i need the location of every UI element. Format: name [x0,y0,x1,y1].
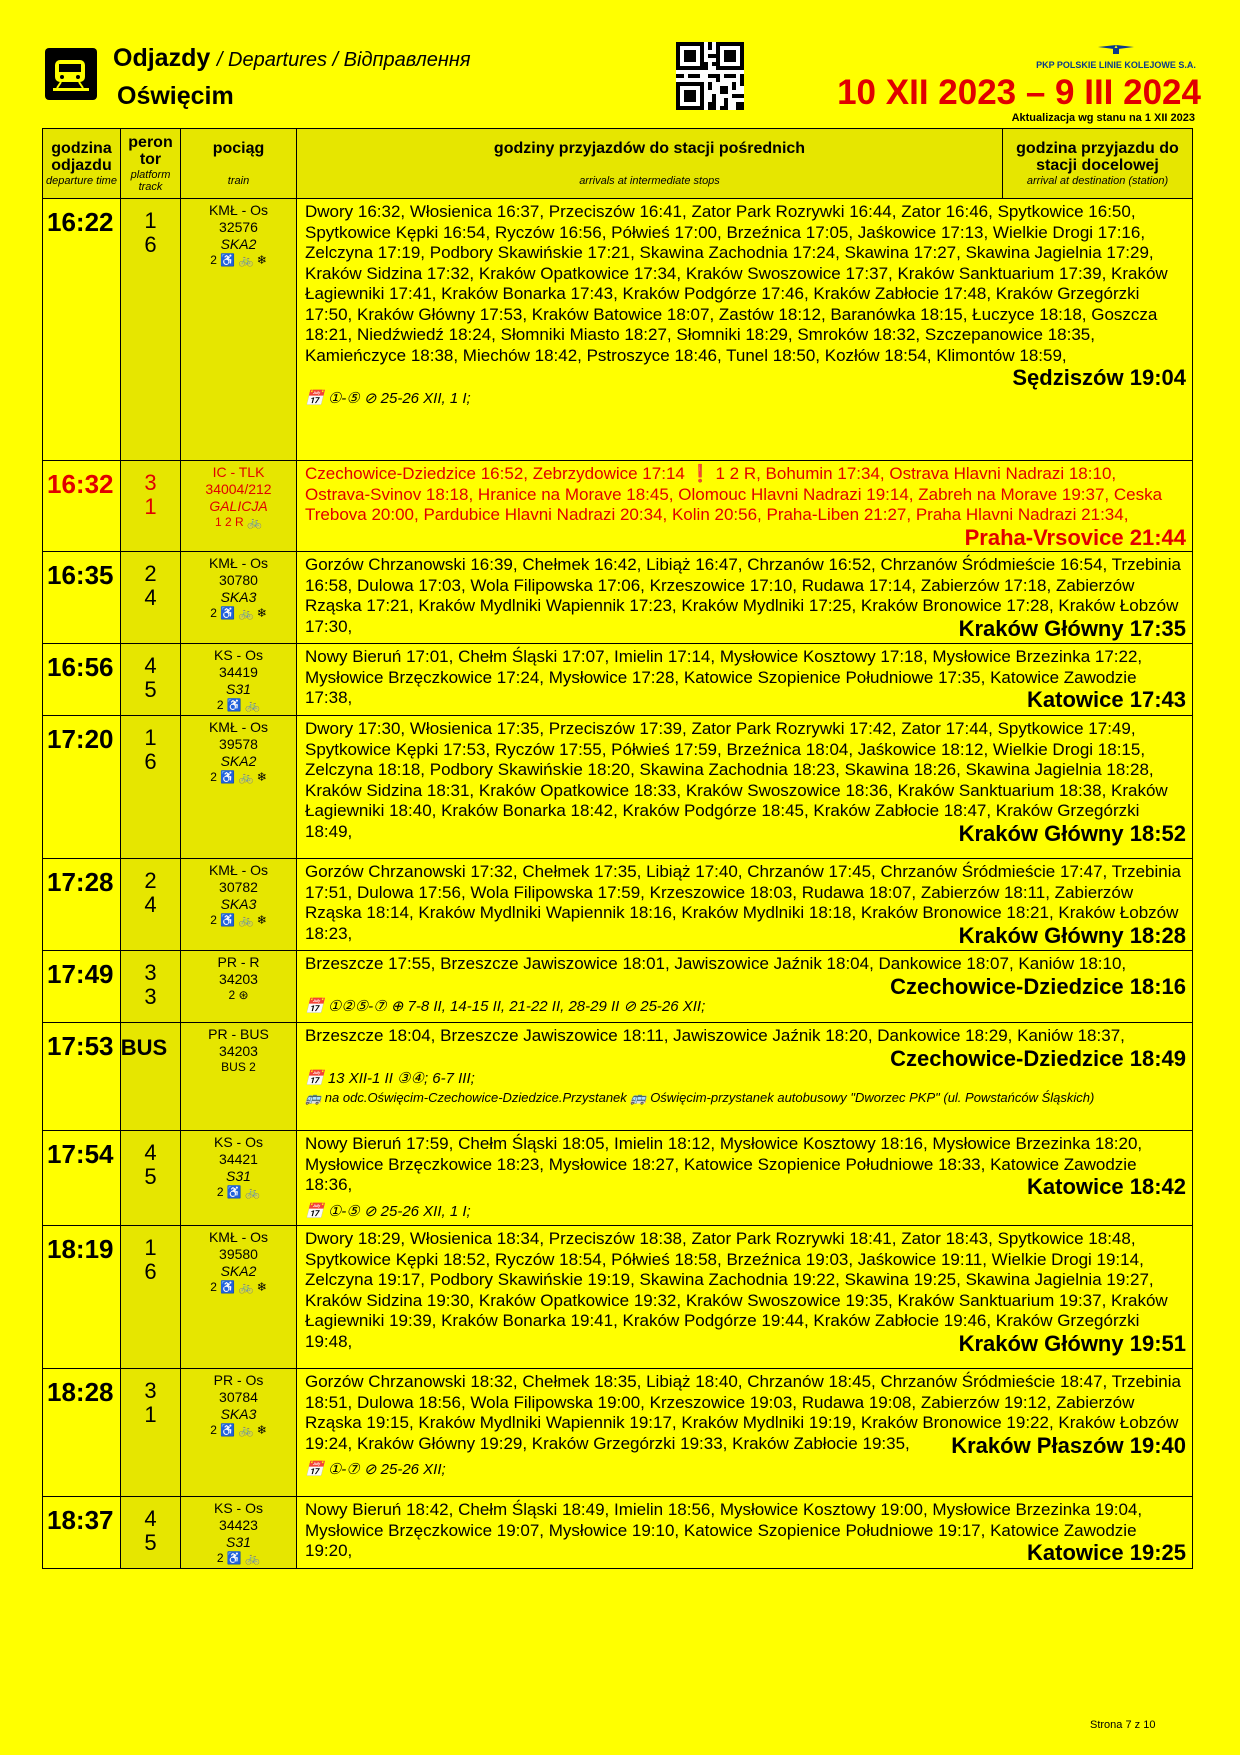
destination: Kraków Główny 18:28 [958,922,1186,948]
train-line: SKA3 [220,1406,257,1422]
table-row [43,199,1193,461]
table-row [43,461,1193,552]
amenity-icons: 1 2 R 🚲 [215,515,262,529]
header-platform: peron tor platform track [121,129,181,199]
destination: Katowice 18:42 [1027,1174,1186,1199]
train-cell [181,1497,297,1569]
platform-number: 1 [144,725,157,750]
train-carrier: KS - Os [213,1500,263,1516]
intermediate-stops: Nowy Bieruń 17:59, Chełm Śląski 18:05, Imielin 18:12, Mysłowice Kosztowy 18:16, Mysłowice Brzezinka 18:20, Mysłowice Brzęczkowice 18:23, Mysłowice 18:27, Katowice Szopienice Południowe 18:33, Katowice Zawodzie 18:36, [305,1134,1143,1194]
platform-number: 3 [144,1378,157,1403]
train-number: 32576 [219,219,258,235]
departure-time: 18:28 [43,1369,121,1497]
destination: Kraków Główny 19:51 [958,1330,1186,1356]
header-destination: godzina przyjazdu do stacji docelowej arrival at destination (station) [1003,129,1193,199]
departure-time: 16:22 [43,199,121,461]
train-number: 30780 [219,572,258,588]
train-carrier: PR - BUS [208,1026,269,1042]
departure-time: 17:49 [43,951,121,1023]
departure-time: 18:19 [43,1226,121,1369]
platform-cell [121,1131,181,1226]
platform-cell [121,552,181,644]
platform-cell [121,716,181,859]
train-cell [181,644,297,716]
stops-cell [297,552,1193,644]
table-row [43,1023,1193,1131]
destination: Katowice 19:25 [1027,1540,1186,1565]
platform-cell [121,951,181,1023]
train-cell [181,716,297,859]
intermediate-stops: Nowy Bieruń 18:42, Chełm Śląski 18:49, Imielin 18:56, Mysłowice Kosztowy 19:00, Mysłowice Brzezinka 19:04, Mysłowice Brzęczkowice 19:07, Mysłowice 19:10, Katowice Szopienice Południowe 19:17, Katowice Zawodzie 19:20, [305,1500,1143,1560]
train-line: S31 [226,681,251,697]
track-number: 1 [144,1402,157,1427]
departure-time: 17:53 BUS [43,1023,121,1131]
train-cell [181,1131,297,1226]
platform-cell [121,461,181,552]
train-line: S31 [226,1534,251,1550]
train-cell [181,461,297,552]
track-number: 5 [144,677,157,702]
table-row [43,644,1193,716]
destination: Sędziszów 19:04 [1012,365,1186,390]
stops-cell [297,1369,1193,1497]
qr-code-icon [676,42,744,110]
departures-table [42,128,1193,1569]
destination: Katowice 17:43 [1027,687,1186,712]
track-number: 5 [144,1164,157,1189]
destination: Kraków Główny 17:35 [958,615,1186,641]
table-row [43,552,1193,644]
track-number: 6 [144,232,157,257]
amenity-icons: 2 ♿ 🚲 ❄ [210,1280,267,1294]
table-row [43,1497,1193,1569]
train-number: 39580 [219,1246,258,1262]
intermediate-stops: Dwory 16:32, Włosienica 16:37, Przeciszów 16:41, Zator Park Rozrywki 16:44, Zator 16:46, Spytkowice 16:50, Spytkowice Kępki 16:54, Ryczów 16:56, Półwieś 17:00, Brzeźnica 17:05, Jaśkowice 17:13, Wielkie Drogi 17:16, Zelczyna 17:19, Podbory Skawińskie 17:21, Skawina Zachodnia 17:24, Skawina 17:27, Skawina Jagielnia 17:29, Kraków Sidzina 17:32, Kraków Opatkowice 17:34, Kraków Swoszowice 17:37, Kraków Sanktuarium 17:39, Kraków Łagiewniki 17:41, Kraków Bonarka 17:43, Kraków Podgórze 17:46, Kraków Zabłocie 17:48, Kraków Grzegórzki 17:50, Kraków Główny 17:53, Kraków Batowice 18:07, Zastów 18:12, Baranówka 18:15, Łuczyce 18:18, Goszcza 18:21, Niedźwiedź 18:24, Słomniki Miasto 18:27, Słomniki 18:29, Smroków 18:32, Szczepanowice 18:35, Kamieńczyce 18:38, Miechów 18:42, Pstroszyce 18:46, Tunel 18:50, Kozłów 18:54, Klimontów 18:59, [305,202,1168,365]
amenity-icons: 2 ♿ 🚲 ❄ [210,253,267,267]
train-number: 34421 [219,1151,258,1167]
train-number: 30784 [219,1389,258,1405]
train-carrier: KS - Os [213,647,263,663]
departures-body [43,199,1193,1569]
track-number: 6 [144,1259,157,1284]
company-logo [1036,43,1196,70]
track-number: 5 [144,1530,157,1555]
table-row [43,951,1193,1023]
train-line: GALICJA [209,498,268,514]
platform-cell [121,1226,181,1369]
train-carrier: PR - R [217,954,260,970]
calendar-note: 📅 ①-⑤ ⊘ 25-26 XII, 1 I; [305,1202,471,1220]
departure-time: 16:56 [43,644,121,716]
train-carrier: KMŁ - Os [208,202,269,218]
intermediate-stops: Gorzów Chrzanowski 16:39, Chełmek 16:42, Libiąż 16:47, Chrzanów 16:52, Chrzanów Śródmieście 16:54, Trzebinia 16:58, Dulowa 17:03, Wola Filipowska 17:06, Krzeszowice 17:10, Rudawa 17:14, Zabierzów 17:18, Zabierzów Rząska 17:21, Kraków Mydlniki Wapiennik 17:23, Kraków Mydlniki 17:25, Kraków Bronowice 17:28, Kraków Łobzów 17:30, [305,555,1181,636]
stops-cell [297,1023,1193,1131]
platform-number: 3 [144,960,157,985]
stops-cell [297,1226,1193,1369]
intermediate-stops: Dwory 17:30, Włosienica 17:35, Przeciszów 17:39, Zator Park Rozrywki 17:42, Zator 17:44, Spytkowice 17:49, Spytkowice Kępki 17:53, Ryczów 17:55, Półwieś 17:59, Brzeźnica 18:04, Jaśkowice 18:12, Wielkie Drogi 18:15, Zelczyna 18:18, Podbory Skawińskie 18:20, Skawina Zachodnia 18:23, Skawina 18:26, Skawina Jagielnia 18:28, Kraków Sidzina 18:31, Kraków Opatkowice 18:33, Kraków Swoszowice 18:36, Kraków Sanktuarium 18:38, Kraków Łagiewniki 18:40, Kraków Bonarka 18:42, Kraków Podgórze 18:45, Kraków Zabłocie 18:47, Kraków Grzegórzki 18:49, [305,719,1168,841]
train-line: SKA2 [220,1263,257,1279]
stops-cell [297,199,1193,461]
train-cell [181,1023,297,1131]
page-header [0,0,1240,128]
intermediate-stops: Gorzów Chrzanowski 17:32, Chełmek 17:35, Libiąż 17:40, Chrzanów 17:45, Chrzanów Śródmieście 17:47, Trzebinia 17:51, Dulowa 17:56, Wola Filipowska 17:59, Krzeszowice 18:03, Rudawa 18:07, Zabierzów 18:11, Zabierzów Rząska 18:14, Kraków Mydlniki Wapiennik 18:16, Kraków Mydlniki 18:18, Kraków Bronowice 18:21, Kraków Łobzów 18:23, [305,862,1181,943]
stops-cell [297,644,1193,716]
track-number: 1 [144,494,157,519]
train-cell [181,951,297,1023]
track-number: 6 [144,749,157,774]
train-number: 30782 [219,879,258,895]
amenity-icons: 2 ♿ 🚲 [216,698,261,712]
platform-number: 4 [144,1140,157,1165]
track-number: 3 [144,984,157,1009]
header-train: pociąg train [181,129,297,199]
table-row [43,1369,1193,1497]
stops-cell [297,716,1193,859]
train-number: 34004/212 [205,481,272,497]
platform-cell [121,1369,181,1497]
track-number: 4 [144,892,157,917]
table-row [43,716,1193,859]
train-carrier: KMŁ - Os [208,862,269,878]
update-note: Aktualizacja wg stanu na 1 XII 2023 [1011,112,1195,124]
header-stops: godziny przyjazdów do stacji pośrednich arrivals at intermediate stops [297,129,1003,199]
platform-cell [121,199,181,461]
train-line: S31 [226,1168,251,1184]
stops-cell [297,859,1193,951]
intermediate-stops: Nowy Bieruń 17:01, Chełm Śląski 17:07, Imielin 17:14, Mysłowice Kosztowy 17:18, Mysłowice Brzezinka 17:22, Mysłowice Brzęczkowice 17:24, Mysłowice 17:28, Katowice Szopienice Południowe 17:35, Katowice Zawodzie 17:38, [305,647,1143,707]
train-cell [181,1369,297,1497]
header-departure: godzina odjazdu departure time [43,129,121,199]
table-row [43,1131,1193,1226]
platform-cell [121,1497,181,1569]
destination: Czechowice-Dziedzice 18:49 [890,1045,1186,1071]
train-cell [181,859,297,951]
platform-cell [121,859,181,951]
platform-number: 3 [144,470,157,495]
amenity-icons: 2 ♿ 🚲 ❄ [210,1423,267,1437]
table-row [43,1226,1193,1369]
platform-number: 4 [144,653,157,678]
intermediate-stops: Brzeszcze 17:55, Brzeszcze Jawiszowice 18:01, Jawiszowice Jaźnik 18:04, Dankowice 18:07, Kaniów 18:10, [305,954,1127,973]
page-number: Strona 7 z 10 [1090,1719,1156,1731]
platform-cell [121,644,181,716]
title-ua: Відправлення [343,49,471,71]
platform-number: 2 [144,561,157,586]
destination: Kraków Płaszów 19:40 [951,1432,1186,1458]
bus-label: BUS [120,1035,168,1060]
train-carrier: KMŁ - Os [208,555,269,571]
date-range: 10 XII 2023 – 9 III 2024 [837,73,1201,112]
page-title: Odjazdy / Departures / Відправлення [113,44,471,72]
calendar-note: 📅 13 XII-1 II ③④; 6-7 III; [305,1070,475,1087]
intermediate-stops: Brzeszcze 18:04, Brzeszcze Jawiszowice 18:11, Jawiszowice Jaźnik 18:20, Dankowice 18:29, Kaniów 18:37, [305,1026,1125,1045]
departure-time: 17:20 [43,716,121,859]
destination: Kraków Główny 18:52 [958,820,1186,846]
train-number: 34419 [219,664,258,680]
departure-time: 17:28 [43,859,121,951]
stops-cell [297,461,1193,552]
train-line: SKA2 [220,236,257,252]
amenity-icons: BUS 2 [221,1060,256,1074]
stops-cell [297,1131,1193,1226]
train-number: 34203 [219,971,258,987]
train-number: 34203 [219,1043,258,1059]
train-carrier: PR - Os [213,1372,264,1388]
amenity-icons: 2 ♿ 🚲 ❄ [210,606,267,620]
amenity-icons: 2 ♿ 🚲 [216,1551,261,1565]
pkp-wing-icon [1096,43,1136,55]
intermediate-stops: Dwory 18:29, Włosienica 18:34, Przeciszów 18:38, Zator Park Rozrywki 18:41, Zator 18:43, Spytkowice 18:48, Spytkowice Kępki 18:52, Ryczów 18:54, Półwieś 18:58, Brzeźnica 19:03, Jaśkowice 19:11, Wielkie Drogi 19:14, Zelczyna 19:17, Podbory Skawińskie 19:19, Skawina Zachodnia 19:22, Skawina 19:25, Skawina Jagielnia 19:27, Kraków Sidzina 19:30, Kraków Opatkowice 19:32, Kraków Swoszowice 19:35, Kraków Sanktuarium 19:37, Kraków Łagiewniki 19:39, Kraków Bonarka 19:41, Kraków Podgórze 19:44, Kraków Zabłocie 19:46, Kraków Grzegórzki 19:48, [305,1229,1168,1351]
departure-time: 16:32 [43,461,121,552]
calendar-note: 📅 ①-⑦ ⊘ 25-26 XII; [305,1461,446,1478]
table-row [43,859,1193,951]
train-line: SKA2 [220,753,257,769]
amenity-icons: 2 ♿ 🚲 [216,1185,261,1199]
train-carrier: IC - TLK [212,464,265,480]
table-header-row [43,129,1193,199]
platform-number: 4 [144,1506,157,1531]
station-name: Oświęcim [117,82,234,110]
train-line: SKA3 [220,896,257,912]
stops-cell [297,1497,1193,1569]
calendar-note: 📅 ①-⑤ ⊘ 25-26 XII, 1 I; [305,389,471,407]
company-name: PKP POLSKIE LINIE KOLEJOWE S.A. [1036,60,1196,70]
platform-number: 1 [144,1235,157,1260]
bus-note: 🚌 na odc.Oświęcim-Czechowice-Dziedzice.Przystanek 🚌 Oświęcim-przystanek autobusowy "Dworzec PKP" (ul. Powstańców Śląskich) [305,1089,1095,1105]
calendar-note: 📅 ①②⑤-⑦ ⊕ 7-8 II, 14-15 II, 21-22 II, 28-29 II ⊘ 25-26 XII; [305,998,706,1015]
intermediate-stops: Czechowice-Dziedzice 16:52, Zebrzydowice 17:14 ❗ 1 2 R, Bohumin 17:34, Ostrava Hlavni Nadrazi 18:10, Ostrava-Svinov 18:18, Hranice na Morave 18:45, Olomouc Hlavni Nadrazi 19:14, Zabreh na Morave 19:37, Ceska Trebova 20:00, Pardubice Hlavni Nadrazi 20:34, Kolin 20:56, Praha-Liben 21:27, Praha Hlavni Nadrazi 21:34, [305,464,1163,524]
train-carrier: KMŁ - Os [208,1229,269,1245]
train-number: 39578 [219,736,258,752]
title-pl: Odjazdy [113,44,211,72]
amenity-icons: 2 ♿ 🚲 ❄ [210,913,267,927]
platform-number: 1 [144,208,157,233]
destination: Czechowice-Dziedzice 18:16 [890,973,1186,999]
train-cell [181,1226,297,1369]
track-number: 4 [144,585,157,610]
train-cell [181,199,297,461]
amenity-icons: 2 ⊛ [228,988,249,1002]
train-number: 34423 [219,1517,258,1533]
train-carrier: KMŁ - Os [208,719,269,735]
amenity-icons: 2 ♿ 🚲 ❄ [210,770,267,784]
destination: Praha-Vrsovice 21:44 [964,524,1186,550]
intermediate-stops: Gorzów Chrzanowski 18:32, Chełmek 18:35, Libiąż 18:40, Chrzanów 18:45, Chrzanów Śródmieście 18:47, Trzebinia 18:51, Dulowa 18:56, Wola Filipowska 19:00, Krzeszowice 19:03, Rudawa 19:08, Zabierzów 19:12, Zabierzów Rząska 19:15, Kraków Mydlniki Wapiennik 19:17, Kraków Mydlniki 19:19, Kraków Bronowice 19:22, Kraków Łobzów 19:24, Kraków Główny 19:29, Kraków Grzegórzki 19:33, Kraków Zabłocie 19:35, [305,1372,1181,1453]
stops-cell [297,951,1193,1023]
departure-time: 17:54 [43,1131,121,1226]
title-en: Departures [228,49,327,71]
train-cell [181,552,297,644]
train-icon [45,48,97,100]
train-carrier: KS - Os [213,1134,263,1150]
departure-time: 16:35 [43,552,121,644]
platform-number: 2 [144,868,157,893]
departure-time: 18:37 [43,1497,121,1569]
train-line: SKA3 [220,589,257,605]
